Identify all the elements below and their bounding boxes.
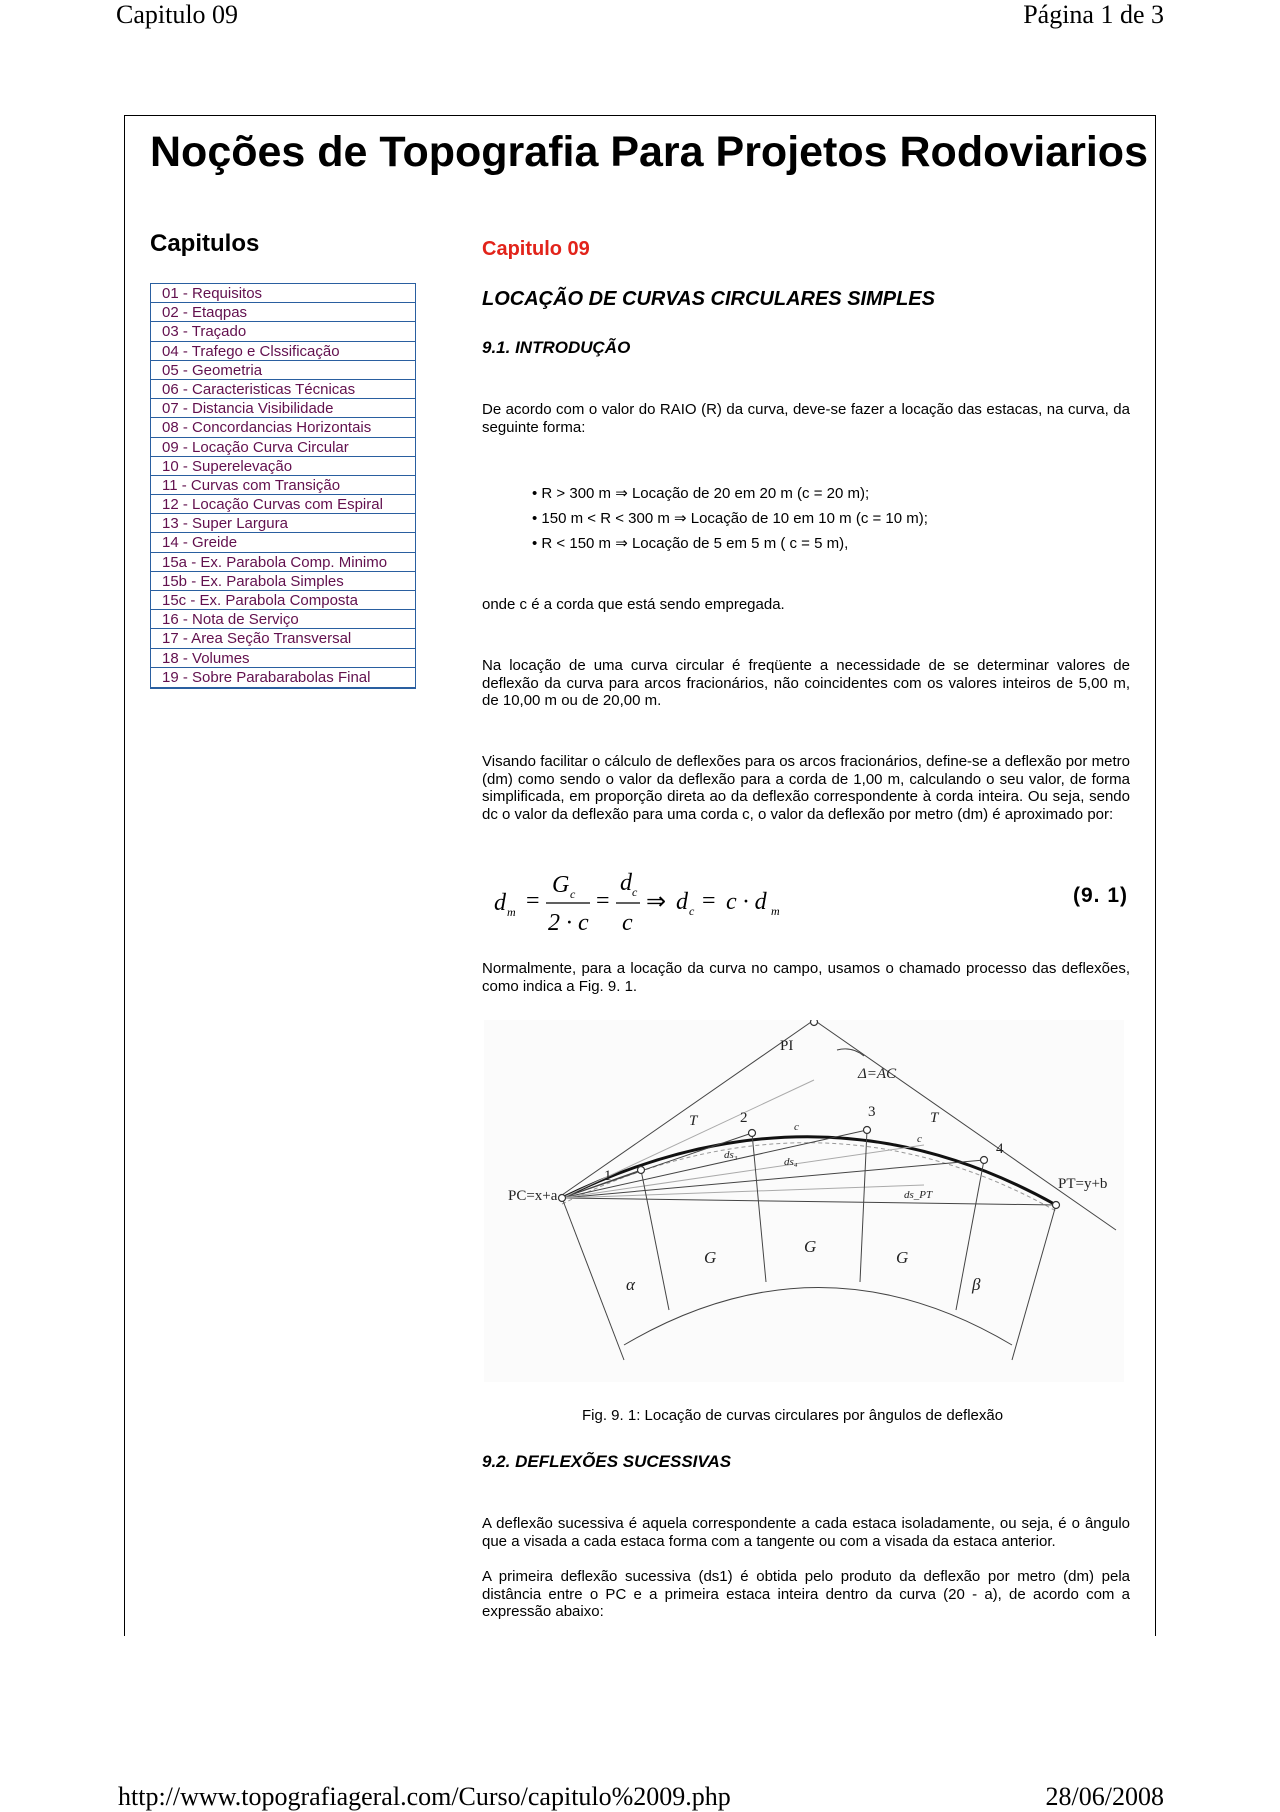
formula-equals: = xyxy=(596,888,610,914)
formula-dm: d xyxy=(494,890,506,916)
formula-gc: G xyxy=(552,872,570,898)
chapter-link[interactable]: 12 - Locação Curvas com Espiral xyxy=(151,495,415,514)
formula-denominator: c xyxy=(622,910,633,936)
formula-implies: ⇒ xyxy=(646,889,667,915)
chapter-link[interactable]: 03 - Traçado xyxy=(151,322,415,341)
formula-dc: d xyxy=(676,889,688,915)
station-point xyxy=(981,1157,988,1164)
chapter-link[interactable]: 15b - Ex. Parabola Simples xyxy=(151,572,415,591)
figure-label: α xyxy=(626,1275,635,1294)
section-title: 9.1. INTRODUÇÃO xyxy=(482,338,631,357)
radial-line xyxy=(1012,1205,1056,1360)
bullet-item: • R < 150 m ⇒ Locação de 5 em 5 m ( c = 5 m), xyxy=(532,535,849,552)
successive-paragraph: A deflexão sucessiva é aquela correspondente a cada estaca isoladamente, ou seja, é o ângulo que a visada a cada estaca forma com a tangente ou com a visada da estaca anterior. xyxy=(482,1515,1130,1550)
bullet-item: • 150 m < R < 300 m ⇒ Locação de 10 em 10 m (c = 10 m); xyxy=(532,510,928,527)
formula-equals: = xyxy=(526,888,540,914)
formula-sub: c xyxy=(632,885,638,899)
figure-label: T xyxy=(930,1110,939,1126)
page-footer-url: http://www.topografiageral.com/Curso/capitulo%2009.php xyxy=(118,1782,731,1811)
intro-paragraph: De acordo com o valor do RAIO (R) da curva, deve-se fazer a locação das estacas, na curva, da seguinte forma: xyxy=(482,401,1130,436)
figure-label: 1 xyxy=(604,1168,612,1184)
figure-label: β xyxy=(972,1275,981,1294)
figure-label: G xyxy=(804,1237,817,1256)
radial-line xyxy=(562,1198,624,1360)
figure-label: Δ=AC xyxy=(858,1066,897,1082)
chapter-link[interactable]: 14 - Greide xyxy=(151,533,415,552)
sight-line xyxy=(562,1133,752,1198)
sight-line xyxy=(562,1130,867,1198)
page-header-right: Página 1 de 3 xyxy=(1023,0,1164,29)
chapter-link[interactable]: 13 - Super Largura xyxy=(151,514,415,533)
page-header-left: Capitulo 09 xyxy=(116,0,239,29)
chapter-link[interactable]: 04 - Trafego e Clssificação xyxy=(151,342,415,361)
figure-label: c xyxy=(794,1121,799,1133)
figure-label: ds_PT xyxy=(904,1189,933,1201)
fractional-paragraph: Na locação de uma curva circular é freqüente a necessidade de se determinar valores de deflexão da curva para arcos fracionários, não coincidentes com os valores inteiros de 5,00 m, de 10,00 m ou de 20,00 m. xyxy=(482,657,1130,709)
figure-label: G xyxy=(704,1248,717,1267)
figure-label: ds₃ xyxy=(724,1149,738,1161)
radial-line xyxy=(860,1130,867,1282)
figure-label: 3 xyxy=(868,1104,876,1120)
tangent-line xyxy=(814,1020,1116,1230)
sidebar-heading: Capitulos xyxy=(150,230,260,257)
figure-label: 4 xyxy=(996,1141,1004,1157)
chapter-title: LOCAÇÃO DE CURVAS CIRCULARES SIMPLES xyxy=(482,288,935,310)
radial-line xyxy=(641,1170,669,1310)
chapter-link[interactable]: 08 - Concordancias Horizontais xyxy=(151,418,415,437)
chapter-link[interactable]: 09 - Locação Curva Circular xyxy=(151,438,415,457)
chapter-link[interactable]: 07 - Distancia Visibilidade xyxy=(151,399,415,418)
formula-sub: c xyxy=(570,887,576,901)
chapter-link[interactable]: 11 - Curvas com Transição xyxy=(151,476,415,495)
formula-sub: m xyxy=(507,905,516,919)
field-paragraph: Normalmente, para a locação da curva no campo, usamos o chamado processo das deflexões, como indica a Fig. 9. 1. xyxy=(482,960,1130,995)
chapter-link[interactable]: 16 - Nota de Serviço xyxy=(151,610,415,629)
first-deflection-paragraph: A primeira deflexão sucessiva (ds1) é obtida pelo produto da deflexão por metro (dm) pela distância entre o PC e a primeira estaca inteira dentro da curva (20 - a), de acordo com a expressão abaixo: xyxy=(482,1568,1130,1620)
figure-caption: Fig. 9. 1: Locação de curvas circulares por ângulos de deflexão xyxy=(582,1407,1004,1424)
formula-dc: d xyxy=(620,870,632,896)
pc-point xyxy=(559,1195,566,1202)
figure-label: ds₄ xyxy=(784,1156,798,1168)
bullet-item: • R > 300 m ⇒ Locação de 20 em 20 m (c = 20 m); xyxy=(532,485,870,502)
chapter-list xyxy=(150,283,416,689)
formula-equals: = xyxy=(702,888,716,914)
tangent-line xyxy=(562,1020,814,1195)
formula-rhs: c · d xyxy=(726,889,767,915)
deflection-figure xyxy=(484,1020,1124,1382)
formula-sub: m xyxy=(771,904,780,918)
angle-arc xyxy=(624,1288,1012,1346)
chapter-link[interactable]: 18 - Volumes xyxy=(151,649,415,668)
dm-paragraph: Visando facilitar o cálculo de deflexões para os arcos fracionários, define-se a deflexão por metro (dm) como sendo o valor da deflexão para a corda de 1,00 m, calculando o seu valor, de forma simplificada, em proporção direta ao da deflexão correspondente à corda inteira. Ou seja, sendo dc o valor da deflexão para uma corda c, o valor da deflexão por metro (dm) é aproximado por: xyxy=(482,753,1130,823)
chapter-link[interactable]: 01 - Requisitos xyxy=(151,284,415,303)
chord-note: onde c é a corda que está sendo empregada. xyxy=(482,596,785,613)
chapter-link[interactable]: 17 - Area Seção Transversal xyxy=(151,629,415,648)
figure-label: G xyxy=(896,1248,909,1267)
station-point xyxy=(638,1167,645,1174)
sight-line xyxy=(562,1145,924,1198)
figure-label: 2 xyxy=(740,1110,748,1126)
chapter-label: Capitulo 09 xyxy=(482,238,590,260)
figure-label: PC=x+a xyxy=(508,1188,558,1204)
chord-line xyxy=(562,1143,1056,1211)
pt-point xyxy=(1053,1202,1060,1209)
page-footer-date: 28/06/2008 xyxy=(1045,1782,1164,1811)
chapter-link[interactable]: 06 - Caracteristicas Técnicas xyxy=(151,380,415,399)
pi-point xyxy=(811,1020,818,1026)
station-point xyxy=(749,1130,756,1137)
chapter-link[interactable]: 02 - Etaqpas xyxy=(151,303,415,322)
section-title: 9.2. DEFLEXÕES SUCESSIVAS xyxy=(482,1452,732,1471)
figure-label: T xyxy=(689,1113,698,1129)
chapter-link[interactable]: 19 - Sobre Parabarabolas Final xyxy=(162,668,371,686)
formula-denominator: 2 · c xyxy=(548,910,589,936)
figure-label: PT=y+b xyxy=(1058,1176,1108,1192)
chapter-link[interactable]: 15a - Ex. Parabola Comp. Minimo xyxy=(151,553,415,572)
figure-label: PI xyxy=(780,1038,794,1054)
deflection-formula xyxy=(490,868,1130,936)
sight-line xyxy=(562,1198,1056,1205)
sight-line xyxy=(562,1185,924,1198)
figure-label: c xyxy=(917,1133,922,1145)
site-title: Noções de Topografia Para Projetos Rodoviarios xyxy=(150,128,1148,176)
chapter-link[interactable]: 10 - Superelevação xyxy=(151,457,415,476)
radius-bullet-list xyxy=(532,481,1180,556)
equation-number: (9. 1) xyxy=(1073,884,1129,907)
station-point xyxy=(864,1127,871,1134)
chapter-link[interactable]: 05 - Geometria xyxy=(151,361,415,380)
formula-sub: c xyxy=(689,904,695,918)
radial-line xyxy=(752,1133,766,1282)
chapter-link[interactable]: 15c - Ex. Parabola Composta xyxy=(151,591,415,610)
